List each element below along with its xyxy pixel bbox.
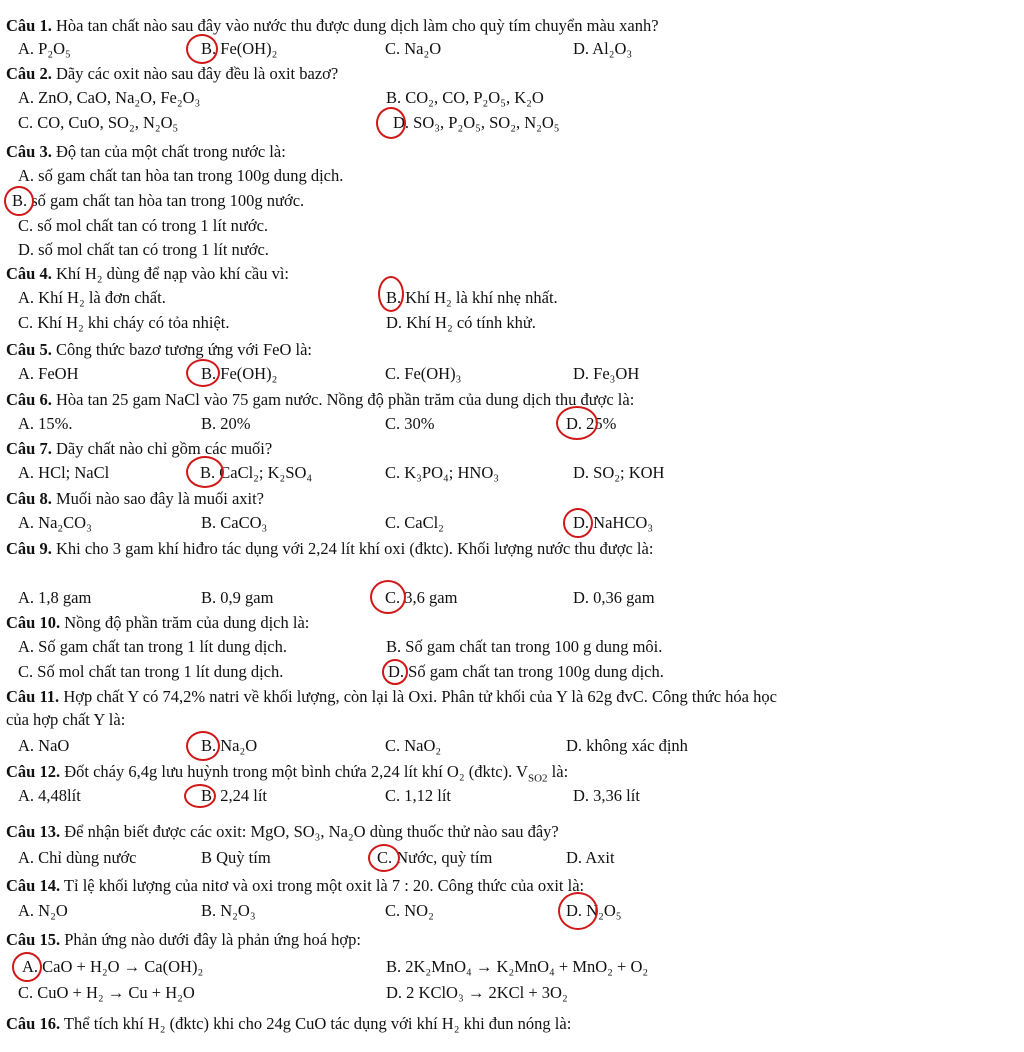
question-number: Câu 16. — [6, 1014, 61, 1033]
option-b[interactable]: B. CaCl₂; K₂SO₄ — [200, 463, 313, 482]
option-a[interactable]: A. Khí H₂ là đơn chất. — [18, 288, 166, 307]
question-3 — [0, 140, 1010, 264]
question-2 — [0, 62, 1010, 142]
option-d[interactable]: D. SO₂; KOH — [573, 463, 665, 482]
question-text: Thể tích khí H₂ (đktc) khi cho 24g CuO tác dụng với khí H₂ khi đun nóng là: — [63, 1014, 572, 1033]
option-a[interactable]: A. HCl; NaCl — [18, 463, 110, 482]
question-number: Câu 3. — [6, 142, 52, 161]
question-text: Nồng độ phần trăm của dung dịch là: — [64, 613, 310, 632]
option-d[interactable]: D. 0,36 gam — [573, 588, 655, 607]
option-d[interactable]: D. 25% — [566, 414, 617, 433]
option-a[interactable]: A. CaO + H₂O → Ca(OH)₂ — [22, 957, 204, 976]
option-d[interactable]: D. Khí H₂ có tính khử. — [386, 313, 536, 332]
option-a[interactable]: A. Chỉ dùng nước — [18, 848, 137, 867]
option-d[interactable]: D. N₂O₅ — [566, 901, 622, 920]
option-a[interactable]: A. 15%. — [18, 414, 73, 433]
option-a[interactable]: A. P₂O₅ — [18, 39, 71, 58]
option-c[interactable]: C. NO₂ — [385, 901, 434, 920]
question-4 — [0, 262, 1010, 338]
option-c[interactable]: C. Fe(OH)₃ — [385, 364, 462, 383]
option-a[interactable]: A. Na₂CO₃ — [18, 513, 92, 532]
question-number: Câu 13. — [6, 822, 61, 841]
option-a[interactable]: A. Số gam chất tan trong 1 lít dung dịch. — [18, 637, 288, 656]
question-5 — [0, 338, 1010, 390]
question-text: Hòa tan chất nào sau đây vào nước thu được dung dịch làm cho quỳ tím chuyển màu xanh? — [55, 16, 659, 35]
option-b[interactable]: B Quỳ tím — [201, 848, 271, 867]
question-6 — [0, 388, 1010, 440]
question-text: Khí H₂ dùng để nạp vào khí cầu vì: — [55, 264, 290, 283]
option-b[interactable]: B. 2K₂MnO₄ → K₂MnO₄ + MnO₂ + O₂ — [386, 957, 649, 976]
option-d[interactable]: D. 2 KClO₃ → 2KCl + 3O₂ — [386, 983, 568, 1002]
question-text: Khi cho 3 gam khí hiđro tác dụng với 2,24 lít khí oxi (đktc). Khối lượng nước thu được là: — [55, 539, 654, 558]
question-number: Câu 12. — [6, 762, 61, 781]
option-c[interactable]: C. số mol chất tan có trong 1 lít nước. — [18, 216, 269, 235]
question-9 — [0, 537, 1010, 613]
question-1 — [0, 14, 1010, 66]
question-number: Câu 7. — [6, 439, 52, 458]
question-number: Câu 11. — [6, 687, 60, 706]
question-text: Tỉ lệ khối lượng của nitơ và oxi trong một oxit là 7 : 20. Công thức của oxit là: — [63, 876, 585, 895]
option-b[interactable]: B. Số gam chất tan trong 100 g dung môi. — [386, 637, 663, 656]
option-c[interactable]: C. K₃PO₄; HNO₃ — [385, 463, 499, 482]
option-a[interactable]: A. ZnO, CaO, Na₂O, Fe₂O₃ — [18, 88, 201, 107]
option-a[interactable]: A. 1,8 gam — [18, 588, 92, 607]
option-c[interactable]: C. 30% — [385, 414, 435, 433]
option-a[interactable]: A. NaO — [18, 736, 70, 755]
question-number: Câu 6. — [6, 390, 52, 409]
option-b[interactable]: B. số gam chất tan hòa tan trong 100g nước. — [12, 191, 305, 210]
option-b[interactable]: B. CaCO₃ — [201, 513, 268, 532]
option-c[interactable]: C. Nước, quỳ tím — [377, 848, 493, 867]
option-d[interactable]: D. 3,36 lít — [573, 786, 640, 805]
option-d[interactable]: D. Fe₃OH — [573, 364, 640, 383]
option-b[interactable]: B. Khí H₂ là khí nhẹ nhất. — [386, 288, 558, 307]
option-d[interactable]: D. NaHCO₃ — [573, 513, 654, 532]
question-number: Câu 1. — [6, 16, 52, 35]
option-c[interactable]: C. CuO + H₂ → Cu + H₂O — [18, 983, 195, 1002]
option-c[interactable]: C. CO, CuO, SO₂, N₂O₅ — [18, 113, 179, 132]
question-7 — [0, 437, 1010, 489]
option-b[interactable]: B. Fe(OH)₂ — [201, 39, 278, 58]
question-number: Câu 2. — [6, 64, 52, 83]
question-16 — [0, 1012, 1010, 1040]
question-text: Độ tan của một chất trong nước là: — [55, 142, 286, 161]
question-number: Câu 10. — [6, 613, 61, 632]
question-text: Hợp chất Y có 74,2% natri về khối lượng, còn lại là Oxi. Phân tử khối của Y là 62g đvC. Công thức hóa học của hợp chất Y là: — [6, 687, 777, 729]
option-c[interactable]: C. Số mol chất tan trong 1 lít dung dịch. — [18, 662, 284, 681]
question-text: Hòa tan 25 gam NaCl vào 75 gam nước. Nồng độ phần trăm của dung dịch thu được là: — [55, 390, 635, 409]
option-d[interactable]: D. Số gam chất tan trong 100g dung dịch. — [388, 662, 664, 681]
question-8 — [0, 487, 1010, 539]
option-d[interactable]: D. Axit — [566, 848, 615, 867]
option-d[interactable]: D. số mol chất tan có trong 1 lít nước. — [18, 240, 269, 259]
question-text: Muối nào sao đây là muối axit? — [55, 489, 265, 508]
question-14 — [0, 874, 1010, 932]
question-text: Đốt cháy 6,4g lưu huỳnh trong một bình chứa 2,24 lít khí O₂ (đktc). V — [64, 762, 528, 781]
question-number: Câu 5. — [6, 340, 52, 359]
question-text: Dãy chất nào chỉ gồm các muối? — [55, 439, 273, 458]
option-d[interactable]: D. không xác định — [566, 736, 688, 755]
question-number: Câu 4. — [6, 264, 52, 283]
option-c[interactable]: C. 1,12 lít — [385, 786, 452, 805]
option-c[interactable]: C. Khí H₂ khi cháy có tỏa nhiệt. — [18, 313, 230, 332]
question-12 — [0, 760, 1010, 812]
question-text: Dãy các oxit nào sau đây đều là oxit bazơ? — [55, 64, 339, 83]
option-c[interactable]: C. NaO₂ — [385, 736, 442, 755]
option-b[interactable]: B. Fe(OH)₂ — [201, 364, 278, 383]
option-b[interactable]: B. CO₂, CO, P₂O₅, K₂O — [386, 88, 544, 107]
question-number: Câu 9. — [6, 539, 52, 558]
option-b[interactable]: B. 2,24 lít — [201, 786, 268, 805]
option-c[interactable]: C. Na₂O — [385, 39, 442, 58]
question-text: Phản ứng nào dưới đây là phản ứng hoá hợp: — [64, 930, 361, 949]
question-text: Công thức bazơ tương ứng với FeO là: — [55, 340, 312, 359]
option-b[interactable]: B. 20% — [201, 414, 251, 433]
question-15 — [0, 928, 1010, 1010]
option-a[interactable]: A. 4,48lít — [18, 786, 81, 805]
question-11 — [0, 685, 1010, 761]
option-c[interactable]: C. 3,6 gam — [385, 588, 458, 607]
option-a[interactable]: A. FeOH — [18, 364, 79, 383]
option-b[interactable]: B. Na₂O — [201, 736, 258, 755]
option-d[interactable]: D. SO₃, P₂O₅, SO₂, N₂O₅ — [393, 113, 560, 132]
question-text-subscript: SO2 — [527, 772, 548, 785]
option-d[interactable]: D. Al₂O₃ — [573, 39, 633, 58]
question-text: Để nhận biết được các oxit: MgO, SO₃, Na₂O dùng thuốc thử nào sau đây? — [64, 822, 559, 841]
option-b[interactable]: B. N₂O₃ — [201, 901, 256, 920]
question-number: Câu 8. — [6, 489, 52, 508]
option-a[interactable]: A. N₂O — [18, 901, 68, 920]
option-a[interactable]: A. số gam chất tan hòa tan trong 100g dung dịch. — [18, 166, 344, 185]
option-c[interactable]: C. CaCl₂ — [385, 513, 444, 532]
question-10 — [0, 611, 1010, 687]
question-number: Câu 15. — [6, 930, 61, 949]
question-number: Câu 14. — [6, 876, 61, 895]
question-13 — [0, 820, 1010, 872]
option-b[interactable]: B. 0,9 gam — [201, 588, 274, 607]
question-text-end: là: — [547, 762, 569, 781]
